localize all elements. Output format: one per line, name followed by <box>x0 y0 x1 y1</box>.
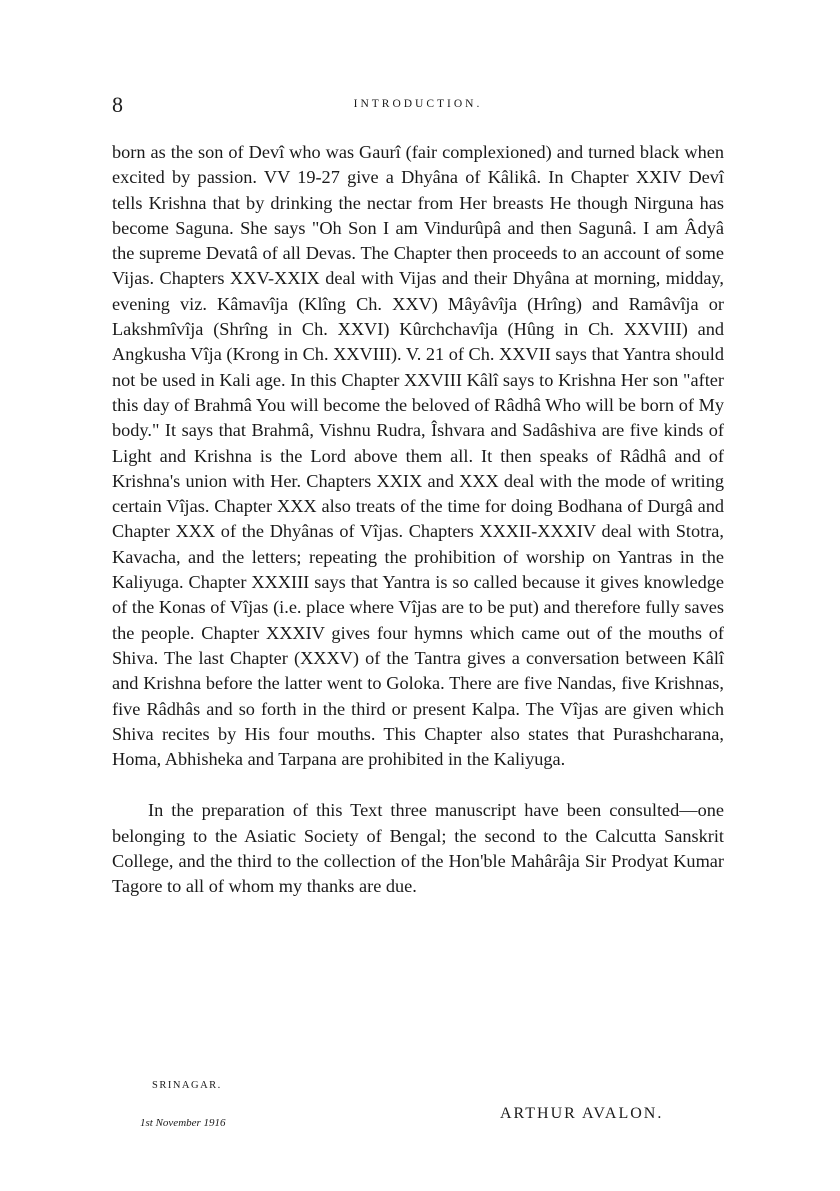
place-line: SRINAGAR. <box>152 1080 222 1091</box>
page-header <box>112 92 724 122</box>
date-line: 1st November 1916 <box>140 1117 226 1129</box>
author-signature: ARTHUR AVALON. <box>500 1105 664 1122</box>
body-text <box>112 140 724 900</box>
paragraph: born as the son of Devî who was Gaurî (fair complexioned) and turned black when excited by passion. VV 19-27 give a Dhyâna of Kâlikâ. In Chapter XXIV Devî tells Krishna that by drinking the nectar from Her breasts He though Nirguna has become Saguna. She says "Oh Son I am Vindurûpâ and then Sagunâ. I am Âdyâ the supreme Devatâ of all Devas. The Chapter then proceeds to an account of some Vijas. Chapters XXV-XXIX deal with Vijas and their Dhyâna at morning, midday, evening viz. Kâmavîja (Klîng Ch. XXV) Mâyâvîja (Hrîng) and Ramâvîja or Lakshmîvîja (Shrîng in Ch. XXVI) Kûrchchavîja (Hûng in Ch. XXVIII) and Angkusha Vîja (Krong in Ch. XXVIII). V. 21 of Ch. XXVII says that Yantra should not be used in Kali age. In this Chapter XXVIII Kâlî says to Krishna Her son "after this day of Brahmâ You will become the beloved of Râdhâ Who will be born of My body." It says that Brahmâ, Vishnu Rudra, Îshvara and Sadâshiva are five kinds of Light and Krishna is the Lord above them all. It then speaks of Râdhâ and of Krishna's union with Her. Chapters XXIX and XXX deal with the mode of writing certain Vîjas. Chapter XXX also treats of the time for doing Bodhana of Durgâ and Chapter XXX of the Dhyânas of Vîjas. Chapters XXXII-XXXIV deal with Stotra, Kavacha, and the letters; repeating the prohibition of worship on Yantras in the Kaliyuga. Chapter XXXIII says that Yantra is so called because it gives knowledge of the Konas of Vîjas (i.e. place where Vîjas are to be put) and therefore fully saves the people. Chapter XXXIV gives four hymns which came out of the mouths of Shiva. The last Chapter (XXXV) of the Tantra gives a conversation between Kâlî and Krishna before the latter went to Goloka. There are five Nandas, five Krishnas, five Râdhâs and so forth in the third or present Kalpa. The Vîjas are given which Shiva recites by His four mouths. This Chapter also states that Purashcharana, Homa, Abhisheka and Tarpana are prohibited in the Kaliyuga. <box>112 142 724 770</box>
running-head: INTRODUCTION. <box>353 98 483 110</box>
page-number: 8 <box>112 92 123 117</box>
paragraph: In the preparation of this Text three manuscript have been consulted—one belonging to the Asiatic Society of Bengal; the second to the Calcutta Sanskrit College, and the third to the collection of the Hon'ble Mahârâja Sir Prodyat Kumar Tagore to all of whom my thanks are due. <box>112 800 724 897</box>
